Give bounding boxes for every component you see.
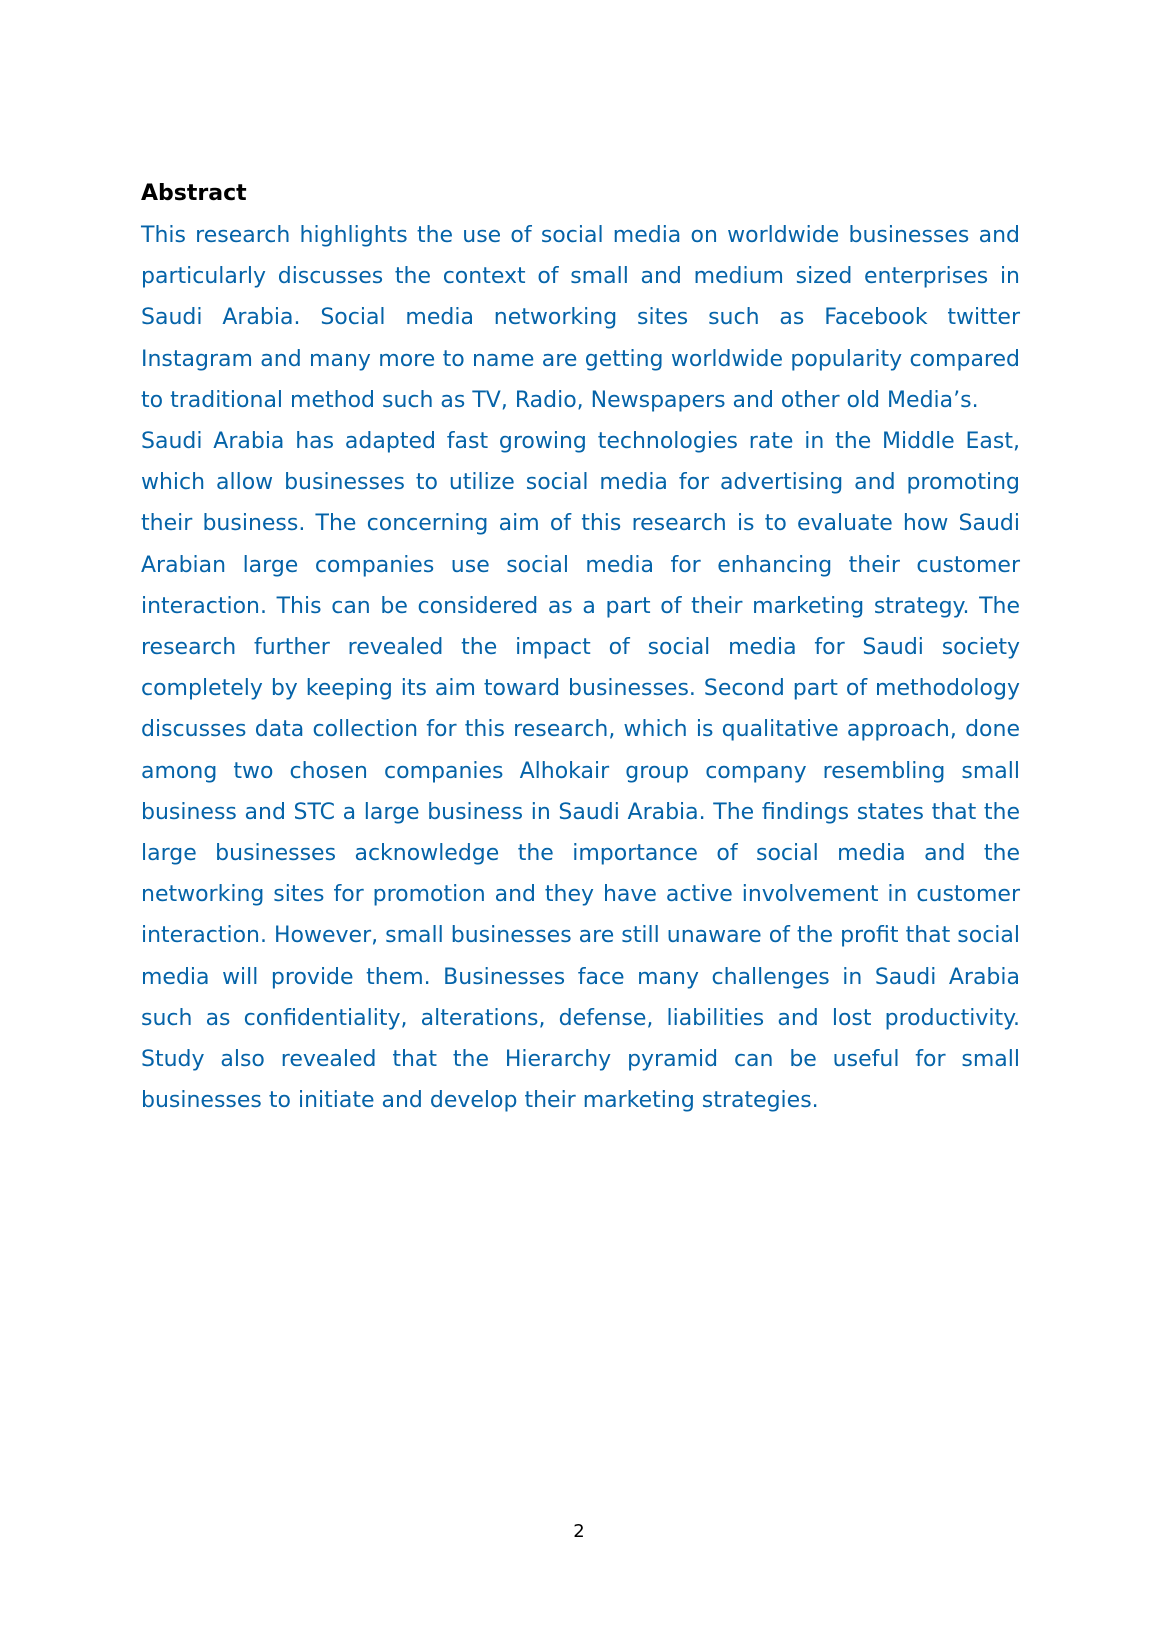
abstract-section [141,176,1020,1121]
abstract-paragraph-1: This research highlights the use of social media on worldwide businesses and particularly discusses the context of small and medium sized enterprises in Saudi Arabia. Social media networking sites such as Facebook twitter Instagram and many more to name are getting worldwide popularity compared to traditional method such as TV, Radio, Newspapers and other old Media’s. [141,223,1020,413]
abstract-paragraph-2: Saudi Arabia has adapted fast growing technologies rate in the Middle East, which allow businesses to utilize social media for advertising and promoting their business. The concerning aim of this research is to evaluate how Saudi Arabian large companies use social media for enhancing their customer interaction. This can be considered as a part of their marketing strategy. The research further revealed the impact of social media for Saudi society completely by keeping its aim toward businesses. Second part of methodology discusses data collection for this research, which is qualitative approach, done among two chosen companies Alhokair group company resembling small business and STC a large business in Saudi Arabia. The findings states that the large businesses acknowledge the importance of social media and the networking sites for promotion and they have active involvement in customer interaction. However, small businesses are still unaware of the profit that social media will provide them. Businesses face many challenges in Saudi Arabia such as confidentiality, alterations, defense, liabilities and lost productivity. Study also revealed that the Hierarchy pyramid can be useful for small businesses to initiate and develop their marketing strategies. [141,429,1020,1114]
page-number: 2 [573,1521,585,1542]
abstract-heading: Abstract [141,181,247,206]
